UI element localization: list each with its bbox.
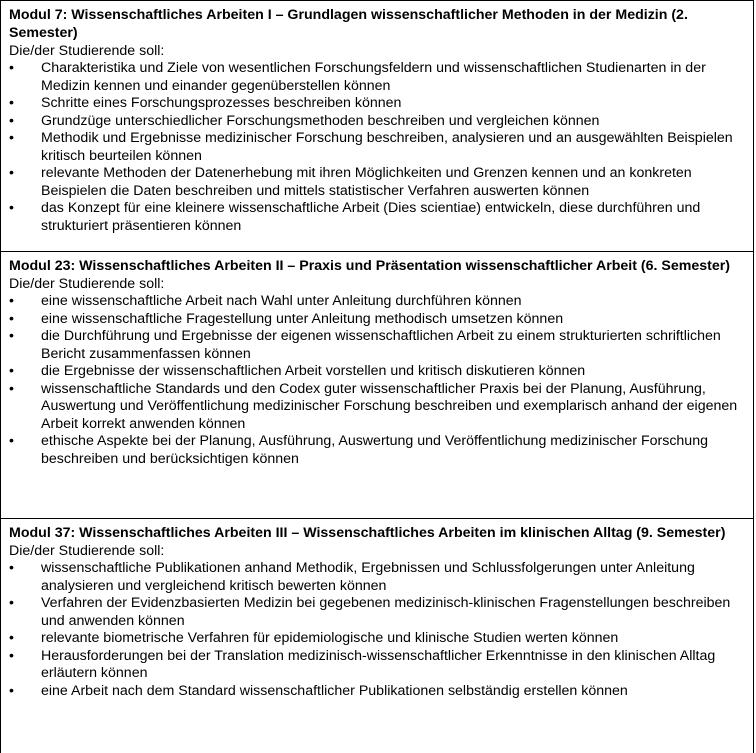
bullet-icon: • (9, 293, 14, 309)
list-item (9, 433, 745, 468)
list-item (9, 200, 745, 235)
list-item-text: Herausforderungen bei der Translation medizinisch-wissenschaftlicher Erkenntnisse in den klinischen Alltag erläutern können (41, 647, 716, 681)
list-item-text: relevante Methoden der Datenerhebung mit ihren Möglichkeiten und Grenzen kennen und an konkreten Beispielen die Daten beschreiben und mittels statistischer Verfahren auswerten können (41, 165, 692, 199)
list-item-text: eine wissenschaftliche Arbeit nach Wahl unter Anleitung durchführen können (41, 293, 522, 309)
list-item (9, 683, 745, 701)
bullet-icon: • (9, 95, 14, 111)
list-item-text: die Durchführung und Ergebnisse der eigenen wissenschaftlichen Arbeit zu einem strukturierten schriftlichen Bericht zusammenfassen können (41, 328, 721, 362)
list-item-text: wissenschaftliche Standards und den Codex guter wissenschaftlicher Praxis bei der Planung, Ausführung, Auswertung und Veröffentlichung medizinischer Forschung beschreiben und exemplarisch anhand der eigenen Arbeit korrekt anwenden können (41, 380, 738, 432)
list-item (9, 595, 745, 630)
module-title: Modul 23: Wissenschaftliches Arbeiten II – Praxis und Präsentation wissenschaftlicher Arbeit (6. Semester) (9, 258, 731, 274)
bullet-icon: • (9, 60, 14, 76)
list-item-text: Methodik und Ergebnisse medizinischer Forschung beschreiben, analysieren und an ausgewählten Beispielen kritisch beurteilen können (41, 130, 733, 164)
list-item (9, 630, 745, 648)
list-item (9, 130, 745, 165)
bullet-icon: • (9, 165, 14, 181)
list-item (9, 381, 745, 434)
objectives-list (9, 560, 745, 700)
list-item (9, 363, 745, 381)
list-item (9, 648, 745, 683)
bullet-icon: • (9, 647, 14, 664)
bullet-icon: • (9, 328, 14, 344)
bullet-icon: • (9, 433, 14, 449)
list-item (9, 165, 745, 200)
list-item-text: das Konzept für eine kleinere wissenschaftliche Arbeit (Dies scientiae) entwickeln, diese durchführen und strukturiert präsentieren können (41, 200, 701, 234)
list-item (9, 60, 745, 95)
bullet-icon: • (9, 363, 14, 379)
bullet-icon: • (9, 630, 14, 646)
list-item (9, 293, 745, 311)
bullet-icon: • (9, 682, 14, 699)
module-title: Modul 7: Wissenschaftliches Arbeiten I – Grundlagen wissenschaftlicher Methoden in der Medizin (2. Semester) (9, 7, 688, 41)
objectives-list (9, 293, 745, 468)
objectives-list (9, 60, 745, 235)
list-item (9, 95, 745, 113)
module-intro: Die/der Studierende soll: (9, 543, 165, 559)
list-item (9, 311, 745, 329)
list-item-text: ethische Aspekte bei der Planung, Ausführung, Auswertung und Veröffentlichung medizinischer Forschung beschreiben und berücksichtigen können (41, 433, 708, 467)
list-item-text: Verfahren der Evidenzbasierten Medizin bei gegebenen medizinisch-klinischen Fragenstellungen beschreiben und anwenden können (41, 595, 731, 629)
list-item (9, 560, 745, 595)
list-item-text: Charakteristika und Ziele von wesentlichen Forschungsfeldern und wissenschaftlichen Studienarten in der Medizin kennen und einander gegenüberstellen können (41, 60, 706, 94)
list-item-text: relevante biometrische Verfahren für epidemiologische und klinische Studien werten können (41, 630, 619, 646)
module-23-cell (1, 252, 753, 519)
list-item-text: die Ergebnisse der wissenschaftlichen Arbeit vorstellen und kritisch diskutieren können (41, 363, 586, 379)
list-item (9, 328, 745, 363)
module-intro: Die/der Studierende soll: (9, 276, 165, 292)
list-item (9, 113, 745, 131)
bullet-icon: • (9, 560, 14, 576)
bullet-icon: • (9, 380, 14, 397)
bullet-icon: • (9, 112, 14, 129)
module-intro: Die/der Studierende soll: (9, 43, 165, 59)
list-item-text: eine wissenschaftliche Fragestellung unter Anleitung methodisch umsetzen können (41, 310, 564, 327)
module-7-cell (1, 1, 753, 252)
bullet-icon: • (9, 130, 14, 146)
bullet-icon: • (9, 310, 14, 327)
bullet-icon: • (9, 200, 14, 216)
list-item-text: wissenschaftliche Publikationen anhand Methodik, Ergebnissen und Schlussfolgerungen unter Anleitung analysieren und vergleichend kritisch bewerten können (41, 560, 695, 594)
module-37-cell (1, 519, 753, 753)
list-item-text: eine Arbeit nach dem Standard wissenschaftlicher Publikationen selbständig erstellen können (41, 682, 628, 699)
module-title: Modul 37: Wissenschaftliches Arbeiten III – Wissenschaftliches Arbeiten im klinischen Alltag (9. Semester) (9, 525, 726, 541)
list-item-text: Grundzüge unterschiedlicher Forschungsmethoden beschreiben und vergleichen können (41, 112, 600, 129)
list-item-text: Schritte eines Forschungsprozesses beschreiben können (41, 95, 402, 111)
bullet-icon: • (9, 595, 14, 611)
